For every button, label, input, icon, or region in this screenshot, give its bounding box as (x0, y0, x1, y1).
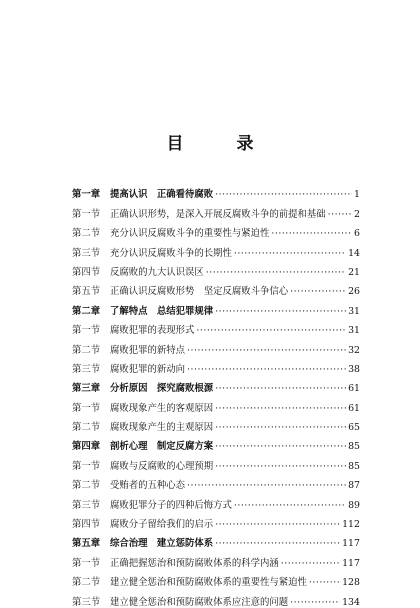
toc-leader-dots (328, 209, 352, 220)
toc-section-row (72, 491, 360, 510)
toc-page-number: 117 (342, 557, 360, 569)
toc-leader-dots (290, 286, 346, 297)
toc-section-row (72, 220, 360, 239)
toc-label: 第三节 (72, 363, 101, 375)
toc-section-row (72, 452, 360, 471)
toc-label: 第四节 (72, 519, 101, 531)
toc-page-number: 87 (348, 480, 360, 492)
toc-chapter-row (72, 433, 360, 452)
toc-title: 腐败现象产生的客观原因 (110, 402, 214, 414)
toc-title: 了解特点 总结犯罪规律 (110, 305, 214, 317)
toc-title: 受贿者的五种心态 (110, 480, 186, 492)
toc-label: 第一节 (72, 208, 101, 220)
toc-section-row (72, 472, 360, 491)
toc-section-row (72, 511, 360, 530)
toc-leader-dots (309, 577, 340, 588)
toc-label: 第三节 (72, 499, 101, 511)
toc-page-number: 117 (342, 538, 360, 550)
toc-title: 腐败犯罪的新动向 (110, 363, 186, 375)
toc-title: 充分认识反腐败斗争的重要性与紧迫性 (110, 228, 270, 240)
toc-section-row (72, 356, 360, 375)
toc-section-row (72, 414, 360, 433)
toc-section-row (72, 239, 360, 258)
toc-title: 反腐败的九大认识误区 (110, 266, 204, 278)
toc-title: 建立健全惩治和预防腐败体系的重要性与紧迫性 (110, 577, 307, 589)
toc-leader-dots (215, 403, 346, 414)
toc-title: 正确认识形势，是深入开展反腐败斗争的前提和基础 (110, 208, 326, 220)
toc-label: 第五节 (72, 286, 101, 298)
toc-page-number: 21 (348, 266, 360, 278)
toc-page-number: 26 (348, 286, 360, 298)
toc-title: 充分认识反腐败斗争的长期性 (110, 247, 232, 259)
toc-leader-dots (187, 364, 346, 375)
toc-section-row (72, 336, 360, 355)
toc-title: 腐败犯罪的表现形式 (110, 325, 195, 337)
toc-page-number: 128 (342, 577, 360, 589)
toc-title: 腐败分子留给我们的启示 (110, 519, 214, 531)
toc-page-number: 1 (354, 189, 360, 201)
toc-label: 第三节 (72, 596, 101, 608)
toc-page-number: 61 (348, 402, 360, 414)
toc-leader-dots (215, 441, 346, 452)
toc-section-row (72, 394, 360, 413)
toc-chapter-row (72, 375, 360, 394)
toc-label: 第二节 (72, 577, 101, 589)
toc-leader-dots (206, 267, 346, 278)
toc-label: 第二节 (72, 344, 101, 356)
toc-page-number: 14 (348, 247, 360, 259)
toc-leader-dots (215, 538, 340, 549)
toc-title: 综合治理 建立惩防体系 (110, 538, 214, 550)
toc-leader-dots (215, 306, 346, 317)
toc-chapter-row (72, 297, 360, 316)
toc-label: 第五章 (72, 538, 101, 550)
toc-title: 提高认识 正确看待腐败 (110, 189, 214, 201)
toc-page-number: 32 (348, 344, 360, 356)
toc-leader-dots (234, 500, 346, 511)
toc-page-number: 65 (348, 422, 360, 434)
toc-label: 第三节 (72, 247, 101, 259)
toc-label: 第一节 (72, 325, 101, 337)
toc-section-row (72, 549, 360, 568)
toc-label: 第二节 (72, 228, 101, 240)
toc-chapter-row (72, 530, 360, 549)
toc-leader-dots (215, 519, 340, 530)
toc-page-number: 85 (348, 460, 360, 472)
toc-label: 第一节 (72, 557, 101, 569)
toc-label: 第二节 (72, 480, 101, 492)
table-of-contents (72, 181, 360, 608)
toc-label: 第三章 (72, 383, 101, 395)
toc-section-row (72, 200, 360, 219)
toc-label: 第一章 (72, 189, 101, 201)
toc-page-number: 61 (348, 383, 360, 395)
toc-label: 第四节 (72, 266, 101, 278)
page-title: 目 录 (166, 134, 272, 154)
toc-page-number: 2 (354, 208, 360, 220)
toc-title: 剖析心理 制定反腐方案 (110, 441, 214, 453)
toc-page-number: 85 (348, 441, 360, 453)
toc-page-number: 31 (348, 305, 360, 317)
toc-chapter-row (72, 181, 360, 200)
toc-label: 第四章 (72, 441, 101, 453)
toc-section-row (72, 317, 360, 336)
toc-title: 腐败犯罪的新特点 (110, 344, 186, 356)
toc-page-number: 38 (348, 363, 360, 375)
toc-leader-dots (215, 383, 346, 394)
toc-leader-dots (187, 480, 346, 491)
toc-title: 建立健全惩治和预防腐败体系应注意的问题 (110, 596, 289, 608)
toc-section-row (72, 259, 360, 278)
toc-label: 第二章 (72, 305, 101, 317)
toc-label: 第一节 (72, 460, 101, 472)
toc-label: 第一节 (72, 402, 101, 414)
toc-title: 腐败犯罪分子的四种后悔方式 (110, 499, 232, 511)
toc-leader-dots (234, 248, 346, 259)
toc-page-number: 89 (348, 499, 360, 511)
toc-label: 第二节 (72, 422, 101, 434)
toc-page-number: 6 (354, 228, 360, 240)
toc-leader-dots (215, 461, 346, 472)
toc-leader-dots (271, 228, 352, 239)
toc-page-number: 134 (342, 596, 360, 608)
toc-page-number: 31 (348, 325, 360, 337)
toc-leader-dots (187, 345, 346, 356)
toc-section-row (72, 569, 360, 588)
toc-leader-dots (290, 597, 340, 608)
toc-leader-dots (281, 558, 340, 569)
toc-leader-dots (196, 325, 346, 336)
toc-title: 腐败与反腐败的心理预期 (110, 460, 214, 472)
toc-section-row (72, 588, 360, 607)
toc-page-number: 112 (342, 519, 360, 531)
toc-title: 正确把握惩治和预防腐败体系的科学内涵 (110, 557, 279, 569)
toc-leader-dots (215, 422, 346, 433)
toc-section-row (72, 278, 360, 297)
toc-leader-dots (215, 189, 352, 200)
toc-title: 腐败现象产生的主观原因 (110, 422, 214, 434)
toc-title: 正确认识反腐败形势 坚定反腐败斗争信心 (110, 286, 289, 298)
toc-title: 分析原因 探究腐败根源 (110, 383, 214, 395)
